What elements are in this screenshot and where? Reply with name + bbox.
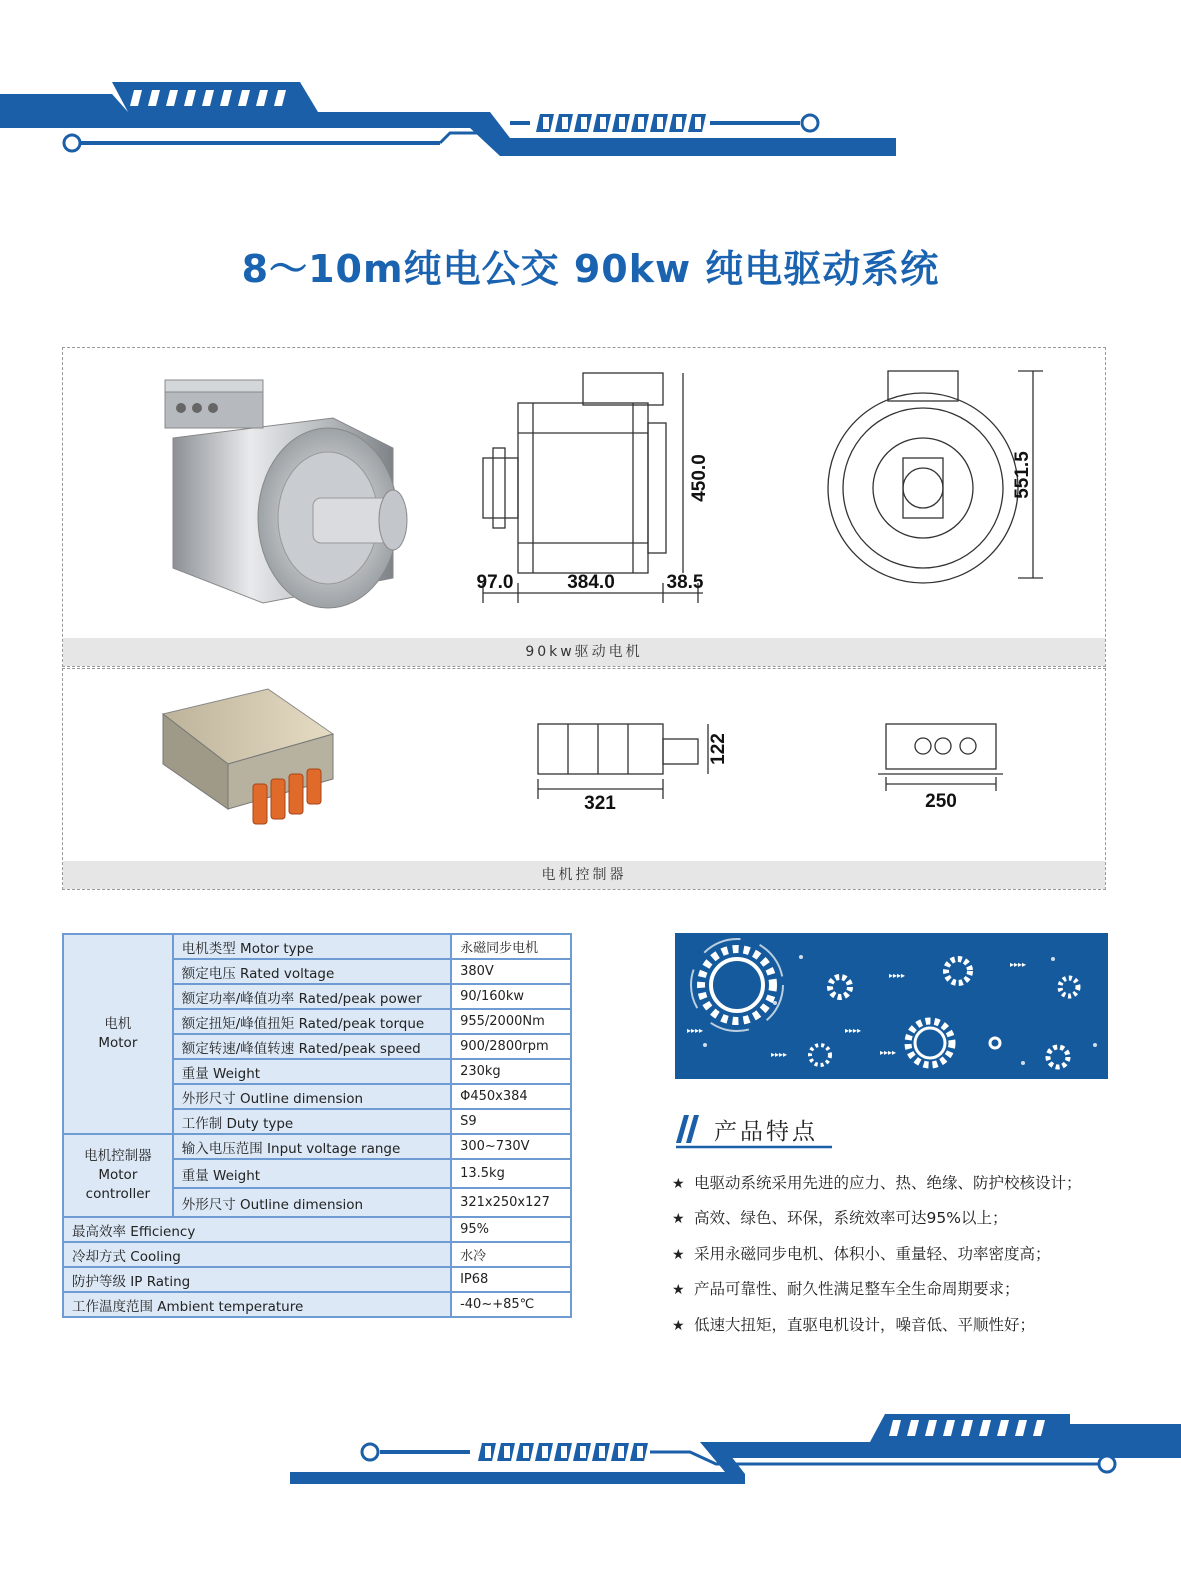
motor-group-en: Motor	[98, 1035, 138, 1051]
spec-label: 工作制 Duty type	[173, 1109, 451, 1134]
spec-label: 工作温度范围 Ambient temperature	[63, 1292, 451, 1317]
controller-group-cn: 电机控制器	[84, 1148, 152, 1164]
spec-value: 230kg	[451, 1059, 571, 1084]
motor-photo	[143, 378, 443, 618]
star-icon: ★	[672, 1176, 685, 1192]
motor-diameter-dim: 551.5	[1012, 451, 1033, 499]
spec-value: IP68	[451, 1267, 571, 1292]
spec-value: 90/160kw	[451, 984, 571, 1009]
controller-height-dim: 122	[708, 733, 729, 765]
motor-front-drawing	[803, 363, 1053, 588]
spec-value: -40~+85℃	[451, 1292, 571, 1317]
svg-text:▸▸▸▸: ▸▸▸▸	[889, 971, 906, 980]
motor-group-cell	[63, 934, 173, 1134]
feature-item: ★ 电驱动系统采用先进的应力、热、绝缘、防护校核设计；	[672, 1170, 1082, 1205]
controller-width-dim: 321	[584, 793, 616, 814]
controller-group-en1: Motor	[98, 1167, 138, 1183]
spec-value: 95%	[451, 1217, 571, 1242]
spec-value: 321x250x127	[451, 1188, 571, 1217]
svg-text:▸▸▸▸: ▸▸▸▸	[845, 1026, 862, 1035]
controller-group-en2: controller	[85, 1186, 151, 1202]
motor-side-drawing	[473, 363, 733, 613]
spec-label: 重量 Weight	[173, 1159, 451, 1188]
controller-photo	[158, 684, 348, 844]
spec-value: 300~730V	[451, 1134, 571, 1159]
svg-text:▸▸▸▸: ▸▸▸▸	[771, 1050, 788, 1059]
motor-group-cn: 电机	[104, 1016, 132, 1032]
spec-value: 永磁同步电机	[451, 934, 571, 959]
gears-banner	[675, 933, 1108, 1079]
motor-right-dim: 38.5	[666, 572, 704, 593]
feature-item: ★ 采用永磁同步电机、体积小、重量轻、功率密度高；	[672, 1241, 1082, 1276]
spec-label: 输入电压范围 Input voltage range	[173, 1134, 451, 1159]
star-icon: ★	[672, 1211, 685, 1228]
svg-text:▸▸▸▸: ▸▸▸▸	[687, 1026, 704, 1035]
controller-front-drawing	[878, 719, 1018, 814]
feature-item: ★ 低速大扭矩，直驱电机设计，噪音低、平顺性好；	[672, 1312, 1082, 1347]
svg-text:▸▸▸▸: ▸▸▸▸	[1010, 960, 1027, 969]
controller-panel	[62, 668, 1106, 890]
controller-caption: 电机控制器	[63, 861, 1105, 889]
spec-label: 外形尺寸 Outline dimension	[173, 1084, 451, 1109]
spec-label: 重量 Weight	[173, 1059, 451, 1084]
spec-label: 额定功率/峰值功率 Rated/peak power	[173, 984, 451, 1009]
feature-item: ★ 产品可靠性、耐久性满足整车全生命周期要求；	[672, 1276, 1082, 1311]
spec-label: 外形尺寸 Outline dimension	[173, 1188, 451, 1217]
star-icon: ★	[672, 1282, 685, 1299]
controller-front-width-dim: 250	[925, 791, 957, 812]
motor-left-dim: 97.0	[476, 572, 514, 593]
page-title: 8～10m纯电公交 90kw 纯电驱动系统	[241, 247, 940, 291]
top-header-decoration	[0, 80, 1181, 170]
motor-caption: 90kw驱动电机	[63, 638, 1105, 666]
feature-item: ★ 高效、绿色、环保，系统效率可达95%以上；	[672, 1205, 1082, 1240]
controller-side-drawing	[528, 714, 738, 824]
spec-label: 额定电压 Rated voltage	[173, 959, 451, 984]
spec-label: 电机类型 Motor type	[173, 934, 451, 959]
controller-group-cell	[63, 1134, 173, 1217]
spec-label: 最高效率 Efficiency	[63, 1217, 451, 1242]
spec-value: 水冷	[451, 1242, 571, 1267]
spec-value: 380V	[451, 959, 571, 984]
spec-label: 防护等级 IP Rating	[63, 1267, 451, 1292]
spec-label: 额定转速/峰值转速 Rated/peak speed	[173, 1034, 451, 1059]
motor-panel	[62, 347, 1106, 667]
features-list	[672, 1170, 1082, 1347]
spec-value: S9	[451, 1109, 571, 1134]
spec-table	[62, 933, 572, 1318]
spec-value: 13.5kg	[451, 1159, 571, 1188]
features-heading: 产品特点	[714, 1119, 818, 1145]
bottom-footer-decoration	[0, 1412, 1181, 1492]
spec-value: 900/2800rpm	[451, 1034, 571, 1059]
motor-middle-dim: 384.0	[567, 572, 615, 593]
svg-text:▸▸▸▸: ▸▸▸▸	[880, 1048, 897, 1057]
motor-height-dim: 450.0	[689, 454, 710, 502]
star-icon: ★	[672, 1246, 685, 1263]
star-icon: ★	[672, 1317, 685, 1334]
spec-value: Φ450x384	[451, 1084, 571, 1109]
spec-label: 冷却方式 Cooling	[63, 1242, 451, 1267]
spec-label: 额定扭矩/峰值扭矩 Rated/peak torque	[173, 1009, 451, 1034]
spec-value: 955/2000Nm	[451, 1009, 571, 1034]
